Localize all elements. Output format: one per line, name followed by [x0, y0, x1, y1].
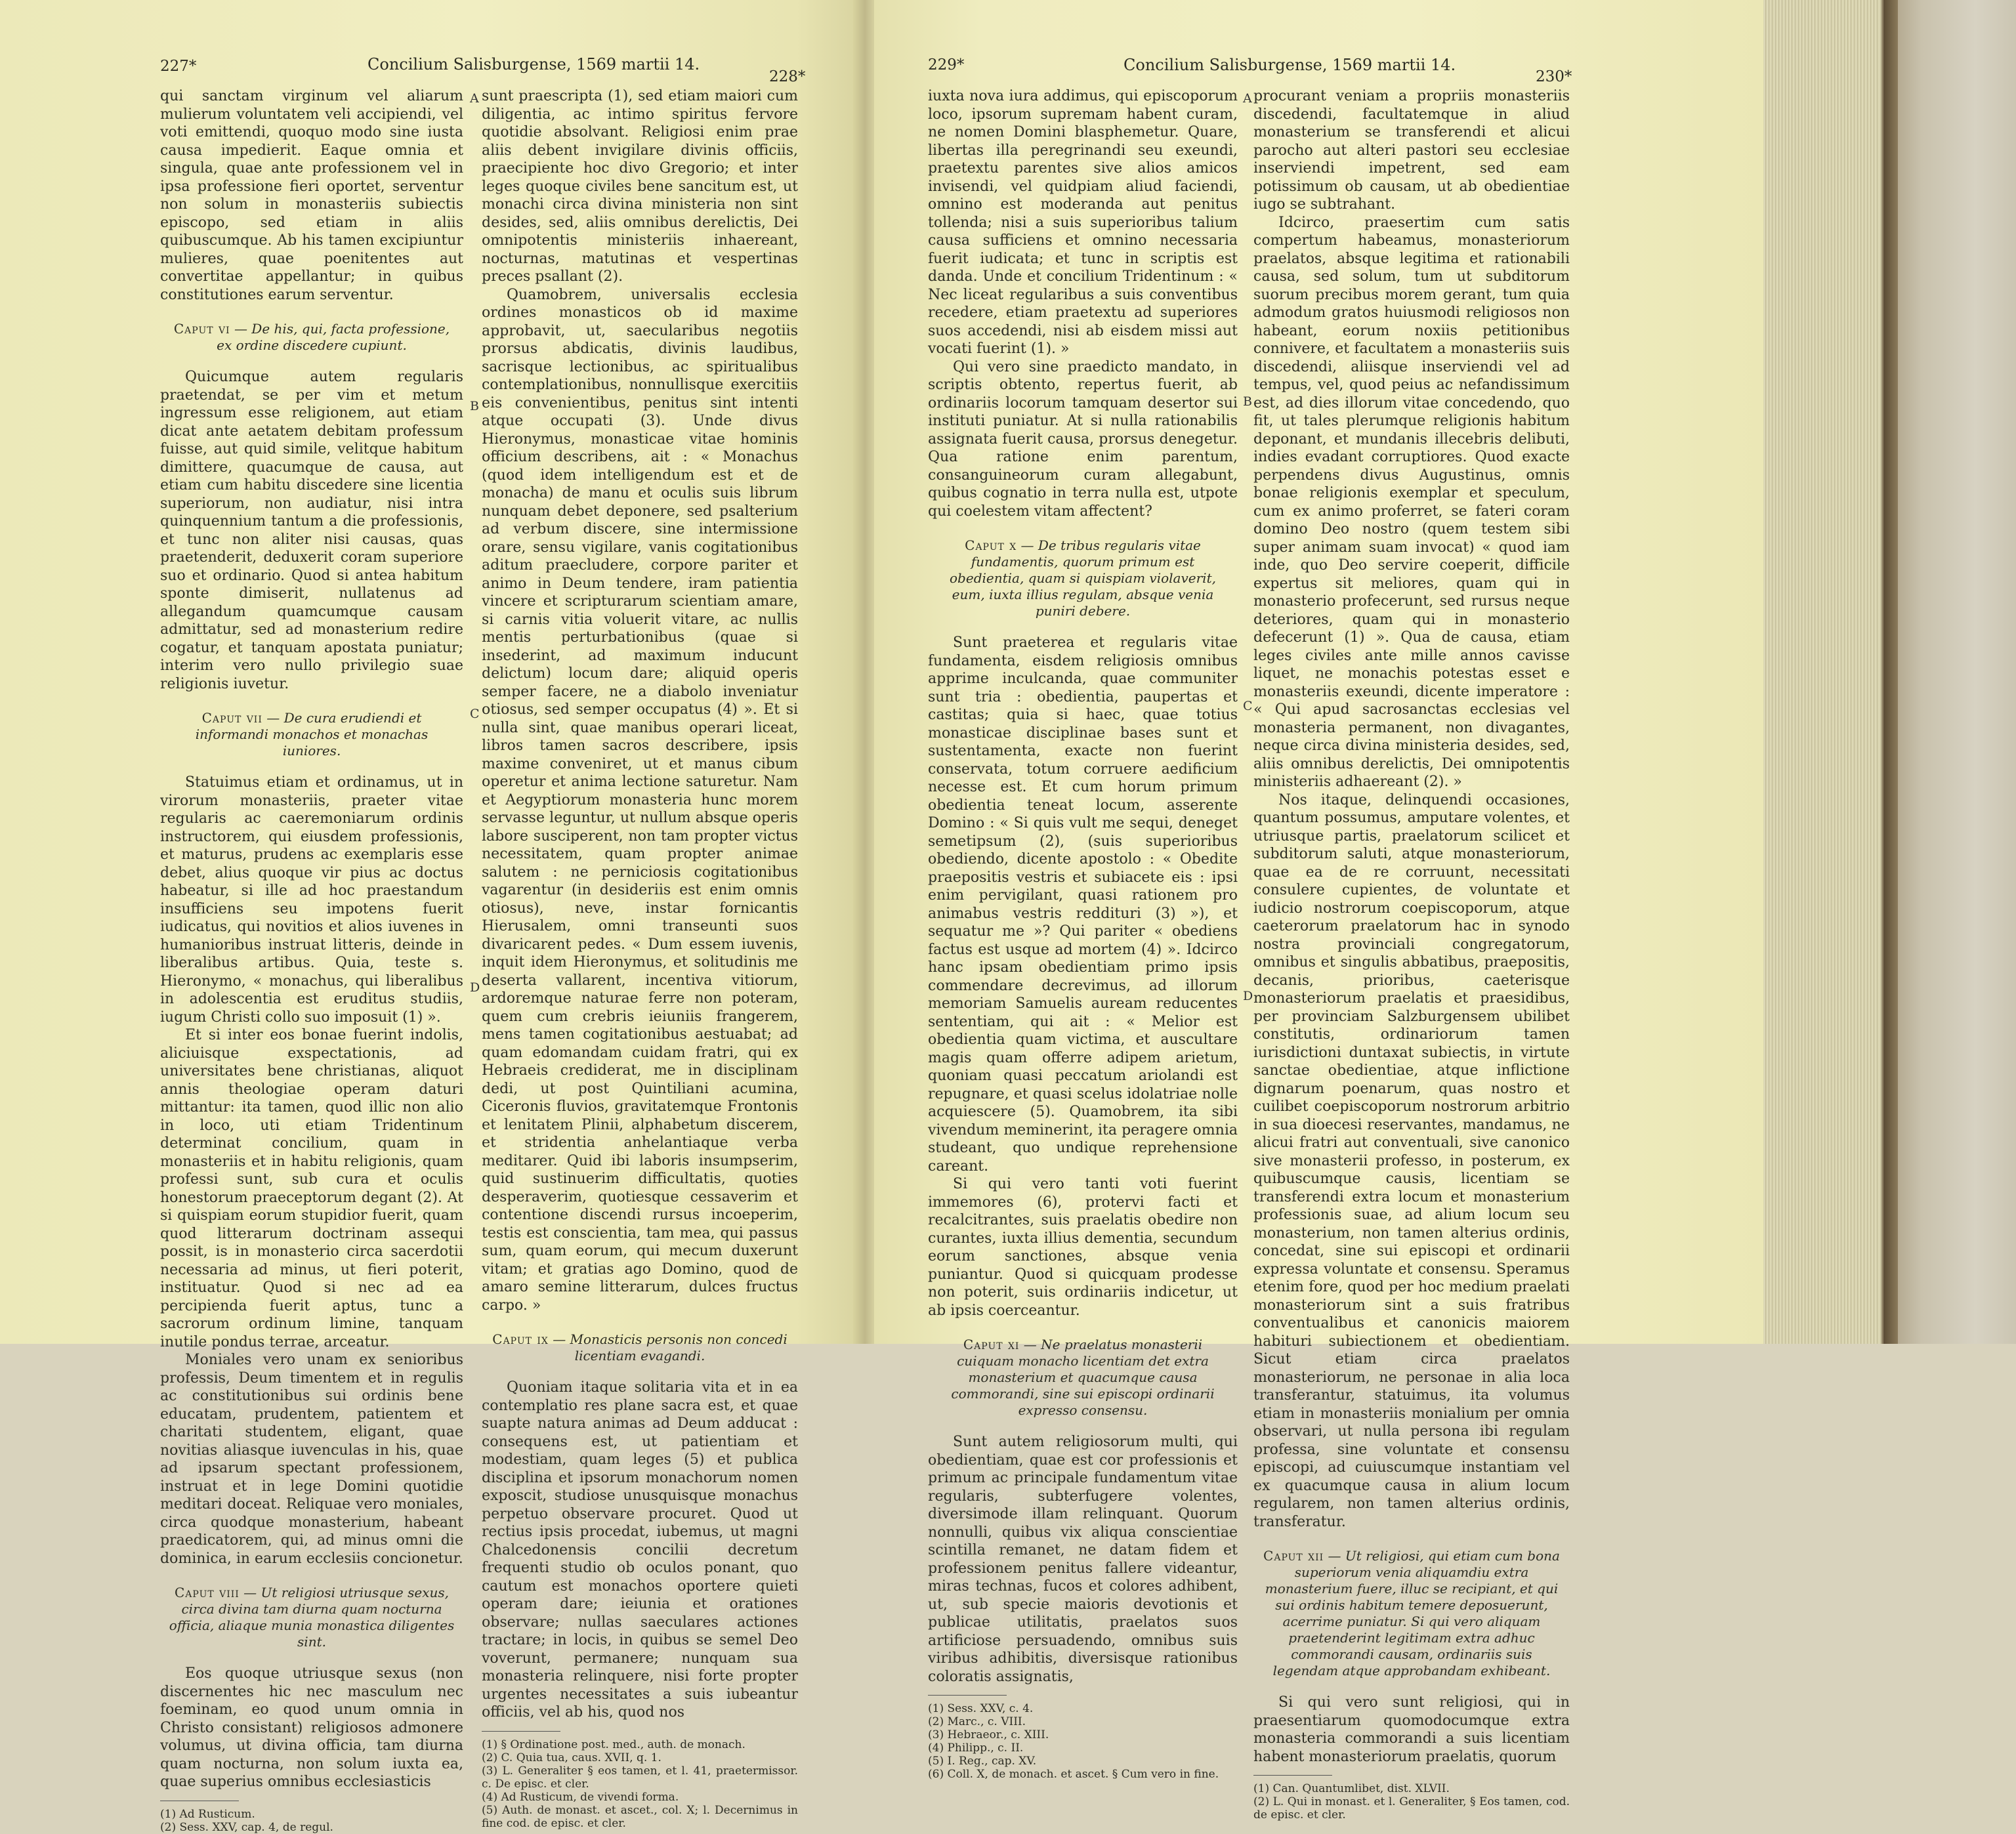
footnote-rule	[928, 1695, 1007, 1696]
footnote: (1) Sess. XXV, c. 4.	[928, 1702, 1034, 1715]
footnote-rule	[1253, 1775, 1332, 1776]
footnote: (6) Coll. X, de monach. et ascet. § Cum vero in fine.	[928, 1768, 1219, 1781]
paragraph: Et si inter eos bonae fuerint indolis, aliciuisque exspectationis, ad universitates bene christianas, aliquot annis theologiae operam daturi mittantur: ita tamen, quod illic non alio in loco, uti etiam Tridentinum determinat concilium, quam in monasteriis et in habitu religionis, quam professi sunt, sub cura et oculis honestorum praeceptorum degant (2). At si quispiam eorum stupidior fuerit, quam quod litterarum doctrinam assequi possit, is in monasterio circa sacerdotii necessaria ad minus, ut fieri poterit, instituatur. Quod si nec ad ea percipienda fuerit aptus, tunc a sacrorum ordinum limine, tanquam inutile pondus terrae, arceatur.	[160, 1027, 463, 1350]
footnote-rule	[482, 1731, 560, 1732]
margin-letter: B	[470, 399, 479, 413]
margin-letter: A	[1243, 91, 1252, 106]
footnote: (4) Philipp., c. II.	[928, 1741, 1024, 1755]
footnote: (5) I. Reg., cap. XV.	[928, 1755, 1037, 1768]
paragraph: Quicumque autem regularis praetendat, se per vim et metum ingressum esse religionem, aut etiam dicat ante aetatem debitam professum fuisse, aut quid simile, velitque habitum dimittere, quacumque de causa, aut etiam cum habitu discedere sine licentia superiorum, non audiatur, nisi intra quinquennium tantum a die professionis, et tunc non aliter nisi causas, quas praetenderit, deduxerit coram superiore suo et ordinario. Quod si antea habitum sponte dimiserit, nullatenus ad allegandum quamcumque causam admittatur, sed ad monasterium redire cogatur, et tanquam apostata puniatur; interim vero nullo privilegio suae religionis iuvetur.	[160, 369, 463, 692]
footnote: (4) Ad Rusticum, de vivendi forma.	[482, 1790, 679, 1804]
footnote: (3) Hebraeor., c. XIII.	[928, 1728, 1049, 1741]
right-page-column-1	[928, 87, 1238, 1781]
caput-heading: Caput x — De tribus regularis vitae fundamentis, quorum primum est obedientia, quam si quispiam violaverit, eum, iuxta illius regulam, absque venia puniri debere.	[950, 537, 1216, 619]
paragraph: Nos itaque, delinquendi occasiones, quantum possumus, amputare volentes, et utriusque partis, praelatorum scilicet et subditorum saluti, atque monasteriorum, quae ea de re corruunt, necessitati consulere cupientes, de voluntate et iudicio nostrorum coepiscoporum, atque caeterorum praelatorum hac in synodo nostra provinciali congregatorum, omnibus et singulis abbatibus, praepositis, decanis, prioribus, caeterisque monasteriorum praelatis et praesidibus, per provinciam Salzburgensem ubilibet constitutis, ordinariorum tamen iurisdictioni duntaxat subiectis, in virtute sanctae obedientiae, atque inflictione dignarum poenarum, quas nostro et cuilibet coepiscoporum nostrorum arbitrio in sua dioecesi reservantes, mandamus, ne alicui fratri aut conventuali, sive canonico sive monasterii professo, in posterum, ex quibuscumque causis, licentiam se transferendi extra locum et monasterium professionis suae, ad alium locum seu monasterium, non tamen alterius ordinis, concedat, sine sui episcopi et ordinarii expressa voluntate et consensu. Speramus etenim fore, quod per hoc medium praelati monasteriorum sint a suis fratribus conventualibus et canonicis maiorem habituri subiectionem et obedientiam. Sicut etiam circa praelatos monasteriorum, ne personae in alia loca transferantur, statuimus, ita volumus etiam in monasteriis monialium per omnia observari, ut nulla persona ibi regulam professa, sine voluntate et consensu episcopi, ad cuiuscumque instantiam vel ex quacumque causa in alium locum regularem, non tamen alterius ordinis, transferatur.	[1253, 791, 1570, 1530]
footnote: (1) Ad Rusticum.	[160, 1807, 255, 1821]
right-page-column-2	[1253, 87, 1570, 1822]
margin-letter: C	[1243, 699, 1253, 713]
paragraph: Sunt autem religiosorum multi, qui obedientiam, quae est cor professionis et primum ac principale fundamentum vitae regularis, subterfugere volentes, diversimode illam relinquant. Quorum nonnulli, quibus vix aliqua conscientiae scintilla remanet, ne datam fidem et professionem penitus fallere videantur, miras technas, fucos et colores adhibent, ut, sub specie maioris devotionis et publicae utilitatis, praelatos suos artificiose persuadendo, omnibus suis viribus adhibitis, diversisque rationibus coloratis assignatis,	[928, 1434, 1238, 1685]
paragraph: Si qui vero tanti voti fuerint immemores (6), protervi facti et recalcitrantes, suis praelatis obedire non curantes, iuxta illius dementia, secundum eorum sanctiones, absque venia puniantur. Quod si quicquam prodesse non poterit, suis ordinariis indicetur, ut ab ipsis coerceantur.	[928, 1176, 1238, 1319]
caput-heading: Caput vii — De cura erudiendi et informandi monachos et monachas iuniores.	[195, 710, 429, 759]
paragraph: procurant veniam a propriis monasteriis discedendi, facultatemque in aliud monasterium se transferendi et alicui parocho aut alteri pastori seu ecclesiae inserviendi impetrent, sed eam potissimum ob causam, ut ab obedientiae iugo se subtrahant.	[1253, 88, 1570, 213]
margin-letter: D	[1243, 989, 1253, 1003]
paragraph: Quoniam itaque solitaria vita et in ea contemplatio res plane sacra est, et quae suapte natura animas ad Deum adducat : consequens est, ut patientiam et modestiam, quam leges (5) et publica disciplina et ipsorum monachorum nomen exposcit, studiose unusquisque monachus perpetuo observare procuret. Quod ut rectius ipsis procedat, iubemus, ut magni Chalcedonensis concilii decretum frequenti studio ob oculos ponant, quo cautum est monachos oportere quieti operam dare; ieiunia et orationes observare; nullas saeculares actiones tractare; in locis, in quibus se semel Deo voverunt, permanere; nunquam sua monasteria relinquere, nisi forte propter urgentes necessitates a suis iubeantur officiis, vel ab his, quod nos	[482, 1379, 798, 1720]
footnote: (2) L. Qui in monast. et l. Generaliter, § Eos tamen, cod. de episc. et cler.	[1253, 1795, 1570, 1822]
paragraph: Si qui vero sunt religiosi, qui in praesentiarum quomodocumque extra monasteria commorandi a suis licentiam habent monasteriorum praelatis, quorum	[1253, 1694, 1570, 1765]
paragraph: Eos quoque utriusque sexus (non discernentes hic nec masculum nec foeminam, eo quod unum omnia in Christo consistant) religiosos admonere volumus, ut divina officia, tam diurna quam nocturna, non solum iuxta ea, quae superius omnibus ecclesiasticis	[160, 1665, 463, 1790]
paragraph: qui sanctam virginum vel aliarum mulierum voluntatem veli accipiendi, vel voti emittendi, quoquo modo sine iusta causa impedierit. Eaque omnia et singula, quae ante professionem vel in ipsa professione fieri oportet, serventur non solum in monasteriis subiectis episcopo, sed etiam in aliis quibuscumque. Ab his tamen excipiuntur mulieres, quae poenitentes aut convertitae appellantur; in quibus constitutiones earum serventur.	[160, 88, 463, 303]
footnote: (1) § Ordinatione post. med., auth. de monach.	[482, 1738, 746, 1751]
page-number-230: 230*	[1536, 68, 1572, 85]
paragraph: Statuimus etiam et ordinamus, ut in virorum monasteriis, praeter vitae regularis ac caeremoniarum ordinis instructorem, qui eiusdem professionis, et maturus, prudens ac exemplaris esse debet, alius quoque vir pius ac doctus habeatur, si ille ad hoc praestandum insufficiens seu impotens fuerit iudicatus, qui novitios et alios iuvenes in humanioribus instruat litteris, deinde in liberalibus artibus. Quia, teste s. Hieronymo, « monachus, qui liberalibus in adolescentia est eruditus studiis, iugum Christi collo suo imposuit (1) ».	[160, 774, 463, 1026]
running-title-left: Concilium Salisburgense, 1569 martii 14.	[368, 55, 700, 73]
margin-letter: B	[1243, 394, 1252, 409]
caput-heading: Caput viii — Ut religiosi utriusque sexus, circa divina tam diurna quam nocturna officia, aliaque munia monastica diligentes sint.	[169, 1585, 455, 1650]
footnote: (1) Can. Quantumlibet, dist. XLVII.	[1253, 1782, 1450, 1795]
caput-heading: Caput xii — Ut religiosi, qui etiam cum bona superiorum venia aliquamdiu extra monasterium fuere, illuc se recipiant, et qui sui ordinis habitum temere deposuerunt, acerrime puniatur. Si qui vero aliquam praetenderint legitimam extra adhuc commorandi causam, ordinariis suis legendam atque approbandam exhibeant.	[1263, 1548, 1560, 1678]
footnote: (5) Auth. de monast. et ascet., col. X; l. Decernimus in fine cod. de episc. et cler.	[482, 1803, 798, 1830]
left-page-column-2	[482, 87, 798, 1830]
caput-heading: Caput xi — Ne praelatus monasterii cuiquam monacho licentiam det extra monasterium et quacumque causa commorandi, sine sui episcopi ordinarii expresso consensu.	[951, 1337, 1215, 1418]
left-page-column-1	[160, 87, 463, 1834]
paragraph: Sunt praeterea et regularis vitae fundamenta, eisdem religiosis omnibus apprime inculcanda, quae communiter sunt tria : obedientia, paupertas et castitas; quia si haec, quae totius monasticae disciplinae bases sunt et sustentamenta, exacte non fuerint conservata, totum corruere aedificium necesse est. Et cum horum primum obedientia teneat locum, asserente Domino : « Si quis vult me sequi, deneget semetipsum (2), (suis superioribus obediendo, dicente apostolo : « Obedite praepositis vestris et subiacete eis : ipsi enim pervigilant, quasi rationem pro animabus vestris reddituri (3) »), et sequatur me »? Qui pariter « obediens factus est usque ad mortem (4) ». Idcirco hanc ipsam obedientiam primo ipsis commendare decrevimus, ad illorum memoriam Samuelis auream reducentes sententiam, qui ait : « Melior est obedientia quam victima, et auscultare magis quam offerre adipem arietum, quoniam quasi peccatum ariolandi est repugnare, et quasi scelus idolatriae nolle acquiescere (5). Quamobrem, ita sibi vivendum meminerint, ita peragere omnia studeant, quo undique reprehensione careant.	[928, 635, 1238, 1175]
page-edges	[1763, 0, 1881, 1344]
footnote: (2) Marc., c. VIII.	[928, 1715, 1026, 1728]
margin-letter: A	[470, 91, 479, 106]
footnote: (2) C. Quia tua, caus. XVII, q. 1.	[482, 1751, 662, 1764]
page-number-227: 227*	[160, 58, 197, 75]
page-number-229: 229*	[928, 56, 965, 73]
cover-spine	[1883, 0, 1898, 1344]
caput-heading: Caput vi — De his, qui, facta professione, ex ordine discedere cupiunt.	[173, 321, 450, 353]
paragraph: iuxta nova iura addimus, qui episcoporum loco, ipsorum supremam habent curam, ne nomen Domini blasphemetur. Quare, libertas illa peregrinandi seu exeundi, praetextu parentes sive alios amicos invisendi, vel quidpiam aliud faciendi, omnino est moderanda aut penitus tollenda; nisi a suis superioribus talium causa sufficiens et omnino necessaria fuerit iudicata; et tunc in scriptis est danda. Unde et concilium Tridentinum : « Nec liceat regularibus a suis conventibus recedere, etiam praetextu ad superiores suos accedendi, nisi ab eisdem missi aut vocati fuerint (1). »	[928, 88, 1238, 357]
running-title-right: Concilium Salisburgense, 1569 martii 14.	[1124, 56, 1456, 74]
margin-letter: D	[470, 980, 480, 995]
footnote: (3) L. Generaliter § eos tamen, et l. 41, praetermissor. c. De episc. et cler.	[482, 1764, 798, 1791]
paragraph: sunt praescripta (1), sed etiam maiori cum diligentia, ac intimo spiritus fervore quotidie absolvant. Religiosi enim prae aliis debent invigilare divinis officiis, praecipiente hoc divo Gregorio; et inter leges quoque civiles bene sancitum est, ut monachi circa divina ministeria non sint desides, sed, aliis omnibus derelictis, Dei omnipotentis ministeriis inhaereant, nocturnas, matutinas et vespertinas preces psallant (2).	[482, 88, 798, 285]
footnote: (2) Sess. XXV, cap. 4, de regul.	[160, 1820, 333, 1834]
margin-letter: C	[470, 707, 480, 721]
paragraph: Idcirco, praesertim cum satis compertum habeamus, monasteriorum praelatos, absque legitima et rationabili causa, sed solum, tum ut subditorum suorum precibus morem gerant, tum quia admodum gratos huiusmodi religiosos non habeant, eorum noxiis petitionibus connivere, et facultatem a monasteriis suis discedendi, aliisque inserviendi vel ad tempus, vel, quod peius ac nefandissimum est, ad dies illorum vitae concedendo, quo fit, ut tales plerumque religionis habitum deponant, et mundanis illecebris delibuti, indies evadant corruptiores. Quod exacte perpendens divus Augustinus, omnis bonae religionis exemplar et speculum, cum ex animo proferret, se fateri coram domino Deo nostro (quem testem sibi super animam suam invocat) « quod iam inde, quo Deo servire coeperit, difficile expertus sit meliores, quam qui in monasterio profecerunt, sed rursus neque deteriores, quam qui in monasterio defecerunt (1) ». Qua de causa, etiam leges civiles ante mille annos cavisse liquet, ne monachis potestas esset e monasteriis exeundi, dicente imperatore : « Qui apud sacrosanctas ecclesias vel monasteria permanent, non divagantes, neque circa divina ministeria desides, sed, aliis omnibus derelictis, Dei omnipotentis ministeriis adhaereant (2). »	[1253, 214, 1570, 790]
paragraph: Quamobrem, universalis ecclesia ordines monasticos ob id maxime approbavit, ut, saecularibus negotiis prorsus abdicatis, divinis laudibus, sacrisque lectionibus, ac spiritualibus contemplationibus, nonnullisque exercitiis eis convenientibus, penitus sint intenti atque occupati (3). Unde divus Hieronymus, monasticae vitae hominis officium describens, ait : « Monachus (quod idem intelligendum est et de monacha) de manu et oculis suis librum nunquam debet deponere, sed psalterium ad verbum discere, sine intermissione orare, sensu vigilare, vanis cogitationibus aditum praecludere, corpore pariter et animo in Deum tendere, iram patientia vincere et scripturarum scientiam amare, si carnis vitia voluerit vitare, ac nullis mentis perturbationibus (quae si insederint, ad maximum inducunt delictum) locum dare; aliquid operis semper facere, ne a diabolo inveniatur otiosus, sed semper occupatus (4) ». Et si nulla sint, quae manibus operari liceat, libros tamen sacros describere, ipsis maxime conveniret, ut et manus cibum operetur et anima lectione saturetur. Nam et Aegyptiorum monasteria hunc morem servasse leguntur, ut nullum absque operis labore susciperent, non tam propter victus necessitatem, quam propter animae salutem : ne perniciosis cogitationibus vagarentur (in desideriis est enim omnis otiosus), neve, instar fornicantis Hierusalem, omni transeunti suos divaricarent pedes. « Dum essem iuvenis, inquit idem Hieronymus, et solitudinis me deserta vallarent, incentiva vitiorum, ardoremque naturae ferre non poteram, quem cum crebris ieiuniis frangerem, mens tamen cogitationibus aestuabat; ad quam edomandam cuidam fratri, qui ex Hebraeis crediderat, me in disciplinam dedi, ut post Quintiliani acumina, Ciceronis fluvios, gravitatemque Frontonis et lenitatem Plinii, alphabetum discerem, et stridentia anhelantiaque verba meditarer. Quid ibi laboris insumpserim, quid sustinuerim difficultatis, quoties desperaverim, quotiesque cessaverim et contentione discendi rursus incoeperim, testis est conscientia, tam mea, qui passus sum, quam eorum, qui mecum duxerunt vitam; et gratias ago Domino, quod de amaro semine litterarum, dulces fructus carpo. »	[482, 286, 798, 1314]
book-cover	[1881, 0, 2016, 1344]
page-number-228: 228*	[769, 68, 806, 85]
caput-heading: Caput ix — Monasticis personis non concedi licentiam evagandi.	[492, 1331, 788, 1364]
paragraph: Qui vero sine praedicto mandato, in scriptis obtento, repertus fuerit, ab ordinariis locorum tamquam desertor sui instituti puniatur. At si nulla rationabilis assignata fuerit causa, prorsus denegetur. Qua ratione enim parentum, consanguineorum curam allegabunt, quibus cognatio in terra nulla est, utpote qui coelestem vitam affectent?	[928, 358, 1238, 520]
paragraph: Moniales vero unam ex senioribus professis, Deum timentem et in regulis ac constitutionibus sui ordinis bene educatam, prudentem, patientem et charitati studentem, eligant, quae novitias aliasque iuvenculas in his, quae ad ipsarum spectant professionem, instruat et in lege Domini quotidie meditari doceat. Reliquae vero moniales, circa quodque monasterium, habeant praedicatorem, qui, ad minus omni die dominica, in earum ecclesiis concionetur.	[160, 1352, 463, 1567]
